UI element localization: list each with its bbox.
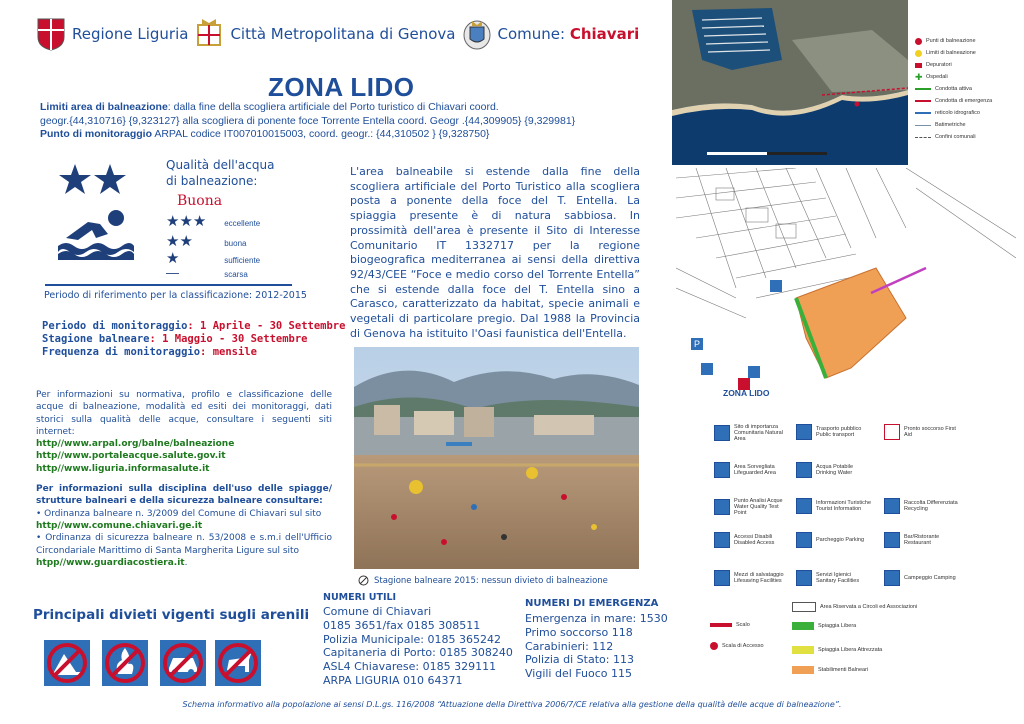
monitoring-info (42, 320, 345, 359)
emergency-numbers-heading: NUMERI DI EMERGENZA (525, 598, 659, 609)
prohibitions-title: Principali divieti vigenti sugli arenili (33, 607, 310, 623)
legend-label: Condotta attiva (935, 86, 972, 92)
header-bar (36, 14, 639, 54)
no-camping-icon (44, 640, 90, 686)
bathing-establishments-swatch (792, 666, 814, 674)
legend-label: Area Riservata a Circoli ed Associazioni (820, 604, 918, 610)
reserved-area-swatch (792, 602, 816, 612)
monitoring-point-text: ARPAL codice IT007010015003, coord. geogr.: {44,310502 } {9,328750} (151, 128, 490, 140)
useful-number-line: Polizia Municipale: 0185 365242 (323, 632, 501, 646)
footer-note: Schema informativo alla popolazione ai sensi D.L.gs. 116/2008 “Attuazione della Direttiva 2006/7/CE relativa alla gestione della qualità delle acque di balneazione”. (182, 700, 842, 709)
legend-item (796, 498, 872, 514)
water-test-point-icon (714, 499, 730, 515)
season-label: Stagione balneare (42, 333, 150, 345)
public-transport-icon (796, 424, 812, 440)
citta-metropolitana-crest-icon (194, 17, 224, 51)
info-text-2: Per informazioni sulla disciplina dell'uso delle spiagge/ strutture balneari e della sicurezza balneare consultare: (36, 484, 332, 507)
limit-point-icon (915, 50, 922, 57)
legend-label: Pronto soccorso First Aid (904, 426, 956, 438)
legend-label: Accessi Disabili Disabled Access (734, 534, 775, 546)
legend-label: Scalo (736, 622, 750, 628)
monitoring-point-label: Punto di monitoraggio (40, 128, 152, 140)
bathing-area-limits (40, 101, 670, 142)
limits-label: Limiti area di balneazione (40, 101, 168, 113)
link-informasalute[interactable]: http//www.liguria.informasalute.it (36, 463, 210, 474)
legend-item (915, 95, 992, 107)
link-suffix: . (184, 557, 188, 568)
no-vehicles-icon (160, 640, 206, 686)
emergency-number-line: Polizia di Stato: 113 (525, 653, 634, 667)
limits-text-1: : dalla fine della scogliera artificiale del Porto turistico di Chiavari coord. (167, 101, 499, 113)
lifeguard-area-icon (714, 462, 730, 478)
legend-label: Sito di importanza Comunitaria Natural Area (734, 424, 783, 442)
legend-item (792, 646, 882, 654)
info-text-4: • Ordinanza di sicurezza balneare n. 53/2008 e s.m.i dell'Ufficio Circondariale Marittimo di Santa Margherita Ligure sul sito (36, 533, 332, 556)
legend-label: Punto Analisi Acque Water Quality Test Point (734, 498, 783, 516)
legend-item (714, 462, 790, 478)
comune-label: Comune: (497, 25, 570, 43)
page-title: ZONA LIDO (268, 72, 415, 102)
beach-photo (354, 347, 639, 569)
legend-label: Batimetriche (935, 122, 966, 128)
hydro-network-line-icon (915, 112, 931, 114)
legend-label: Ospedali (926, 74, 948, 80)
access-stair-icon (710, 642, 718, 650)
useful-number-line: ASL4 Chiavarese: 0185 329111 (323, 660, 497, 674)
legend-item (884, 532, 960, 548)
quality-title-line-2: di balneazione: (166, 174, 258, 188)
legend-label: Stabilimenti Balneari (818, 667, 869, 673)
frequency-label: Frequenza di monitoraggio (42, 346, 201, 358)
link-arpal[interactable]: http//www.arpal.org/balne/balneazione (36, 439, 235, 450)
legend-label: Campeggio Camping (904, 575, 956, 581)
legend-item (714, 424, 790, 442)
legend-item (796, 570, 872, 586)
satellite-map-legend (915, 35, 992, 143)
quality-title (166, 157, 274, 189)
legend-label: Bar/Ristorante Restaurant (904, 534, 940, 546)
active-pipe-line-icon (915, 88, 931, 90)
camping-icon (884, 570, 900, 586)
svg-text:P: P (693, 339, 701, 349)
useful-numbers-list (323, 605, 513, 688)
toilets-icon (796, 570, 812, 586)
legend-item (714, 570, 790, 586)
no-swimming-ban-icon (358, 575, 369, 586)
free-beach-swatch (792, 622, 814, 630)
link-guardiacostiera[interactable]: htpp//www.guardiacostiera.it (36, 557, 185, 568)
legend-label: Punti di balneazione (926, 38, 976, 44)
legend-item (792, 666, 868, 674)
area-description: L'area balneabile si estende dalla fine della scogliera artificiale del Porto Turistico alla scogliera posta a ponente della foce del T. Entella. La spiaggia presente è di natura sabbiosa. In prossimità dell'area è presente il Sito di Interesse Comunitario IT 1332717 per la regione biogeografica mediterranea ai sensi della direttiva 92/43/CEE “Foce e medio corso del Torrente Entella” che si estende dalla foce del T. Entella sino a Carasco, caratterizzato da habitat, specie animali e vegetali di particolare pregio. Dal 1988 la Provincia di Genova ha istituito l'Oasi faunistica dell'Entella. (350, 165, 640, 340)
legend-label: scarsa (224, 270, 248, 279)
legend-item (792, 602, 917, 612)
legend-item (166, 232, 246, 250)
quality-title-line-1: Qualità dell'acqua (166, 158, 275, 172)
recycling-icon (884, 498, 900, 514)
limits-text-2: geogr.{44,310716} {9,323127} alla scogliera di ponente foce Torrente Entella coord. Geogr .{44,309905} {9,329981} (40, 114, 576, 127)
info-text-3: • Ordinanza balneare n. 3/2009 del Comune di Chiavari sul sito (36, 508, 322, 519)
ramp-arrow-icon (710, 623, 732, 627)
useful-numbers-heading: NUMERI UTILI (323, 592, 397, 603)
no-dogs-icon (215, 640, 261, 686)
legend-item (796, 424, 872, 440)
map-icon-legend (706, 420, 1006, 700)
legend-item (796, 532, 872, 548)
legend-item (710, 622, 792, 628)
bathymetric-line-icon (915, 125, 931, 126)
equipped-free-beach-swatch (792, 646, 814, 654)
depurator-icon (915, 63, 922, 68)
link-comune-chiavari[interactable]: http//www.comune.chiavari.ge.it (36, 520, 203, 531)
info-text-1: Per informazioni su normativa, profilo e classificazione delle acque di balneazione, modalità ed esiti dei monitoraggi, dati storici sulla qualità delle acque, consultare i seguenti siti internet: (36, 390, 332, 437)
period-value: : 1 Aprile - 30 Settembre (187, 320, 346, 332)
emergency-number-line: Vigili del Fuoco 115 (525, 667, 632, 681)
useful-number-line: Capitaneria di Porto: 0185 308240 (323, 646, 513, 660)
legend-item (714, 532, 790, 548)
region-name: Regione Liguria (72, 25, 189, 43)
legend-item (915, 83, 992, 95)
frequency-value: : mensile (200, 346, 257, 358)
map-zone-label: ZONA LIDO (723, 388, 770, 398)
municipal-border-line-icon (915, 137, 931, 138)
legend-item (166, 265, 248, 280)
photo-caption-text: Stagione balneare 2015: nessun divieto di balneazione (374, 575, 608, 586)
hospital-cross-icon: ✚ (915, 71, 923, 82)
dash-icon: — (166, 265, 179, 280)
legend-item (796, 462, 872, 478)
metro-name: Città Metropolitana di Genova (230, 25, 456, 43)
info-section (36, 389, 332, 569)
legend-item (884, 424, 960, 440)
season-value: : 1 Maggio - 30 Settembre (149, 333, 308, 345)
useful-number-line: 0185 3651/fax 0185 308511 (323, 618, 481, 632)
emergency-number-line: Primo soccorso 118 (525, 625, 633, 639)
legend-label: Raccolta Differenziata Recycling (904, 500, 958, 512)
link-portaleacque[interactable]: http//www.portaleacque.salute.gov.it (36, 451, 226, 462)
useful-number-line: ARPA LIGURIA 010 64371 (323, 673, 463, 687)
legend-label: Scala di Accesso (722, 643, 764, 649)
no-fire-icon (102, 640, 148, 686)
legend-label: Spiaggia Libera Attrezzata (818, 647, 883, 653)
useful-number-line: Comune di Chiavari (323, 605, 432, 618)
legend-label: eccellente (224, 219, 261, 228)
regione-liguria-crest-icon (36, 17, 66, 51)
legend-item (915, 47, 992, 59)
legend-label: Informazioni Turistiche Tourist Information (816, 500, 872, 512)
emergency-numbers-list (525, 612, 668, 681)
legend-item (884, 498, 960, 514)
emergency-number-line: Carabinieri: 112 (525, 639, 614, 653)
legend-item (915, 71, 992, 83)
classification-reference-period: Periodo di riferimento per la classificazione: 2012-2015 (44, 290, 307, 301)
legend-label: Limiti di balneazione (926, 50, 976, 56)
quality-value: Buona (177, 193, 223, 209)
point-icon (915, 38, 922, 45)
legend-item (714, 498, 790, 516)
satellite-map (672, 0, 908, 165)
legend-label: Servizi Igienici Sanitary Facilities (816, 572, 860, 584)
comune-name: Chiavari (569, 25, 640, 43)
legend-item (915, 119, 992, 131)
restaurant-icon (884, 532, 900, 548)
legend-item (710, 642, 778, 650)
legend-label: sufficiente (224, 256, 261, 265)
legend-label: Parcheggio Parking (816, 537, 865, 543)
legend-label: Area Sorvegliata Lifeguarded Area (734, 464, 776, 476)
swimmer-icon (56, 208, 136, 260)
quality-stars-icon (58, 162, 130, 196)
legend-label: Mezzi di salvataggio Lifesaving Facilities (734, 572, 784, 584)
disabled-access-icon (714, 532, 730, 548)
first-aid-icon (884, 424, 900, 440)
legend-item (166, 212, 260, 230)
legend-label: buona (224, 239, 247, 248)
legend-item (915, 59, 992, 71)
drinking-water-icon (796, 462, 812, 478)
legend-label: reticolo idrografico (935, 110, 980, 116)
legend-label: Acqua Potabile Drinking Water (816, 464, 853, 476)
tourist-info-icon (796, 498, 812, 514)
legend-item (915, 107, 992, 119)
legend-item (884, 570, 960, 586)
comune-chiavari-crest-icon (462, 17, 492, 51)
star-icon: ★★★ (166, 213, 207, 230)
legend-label: Trasporto pubblico Public transport (816, 426, 862, 438)
street-map (676, 168, 1016, 404)
natural-area-icon (714, 425, 730, 441)
photo-caption (358, 575, 608, 586)
legend-label: Confini comunali (935, 134, 976, 140)
legend-label: Condotta di emergenza (935, 98, 993, 104)
legend-item (792, 622, 856, 630)
legend-label: Depuratori (926, 62, 952, 68)
legend-item (915, 35, 992, 47)
legend-item (915, 131, 992, 143)
emergency-number-line: Emergenza in mare: 1530 (525, 612, 668, 625)
star-icon: ★ (166, 250, 180, 267)
star-icon: ★★ (166, 233, 193, 250)
legend-label: Spiaggia Libera (818, 623, 857, 629)
emergency-pipe-line-icon (915, 100, 931, 102)
parking-icon (796, 532, 812, 548)
lifesaving-icon (714, 570, 730, 586)
period-label: Periodo di monitoraggio (42, 320, 188, 332)
